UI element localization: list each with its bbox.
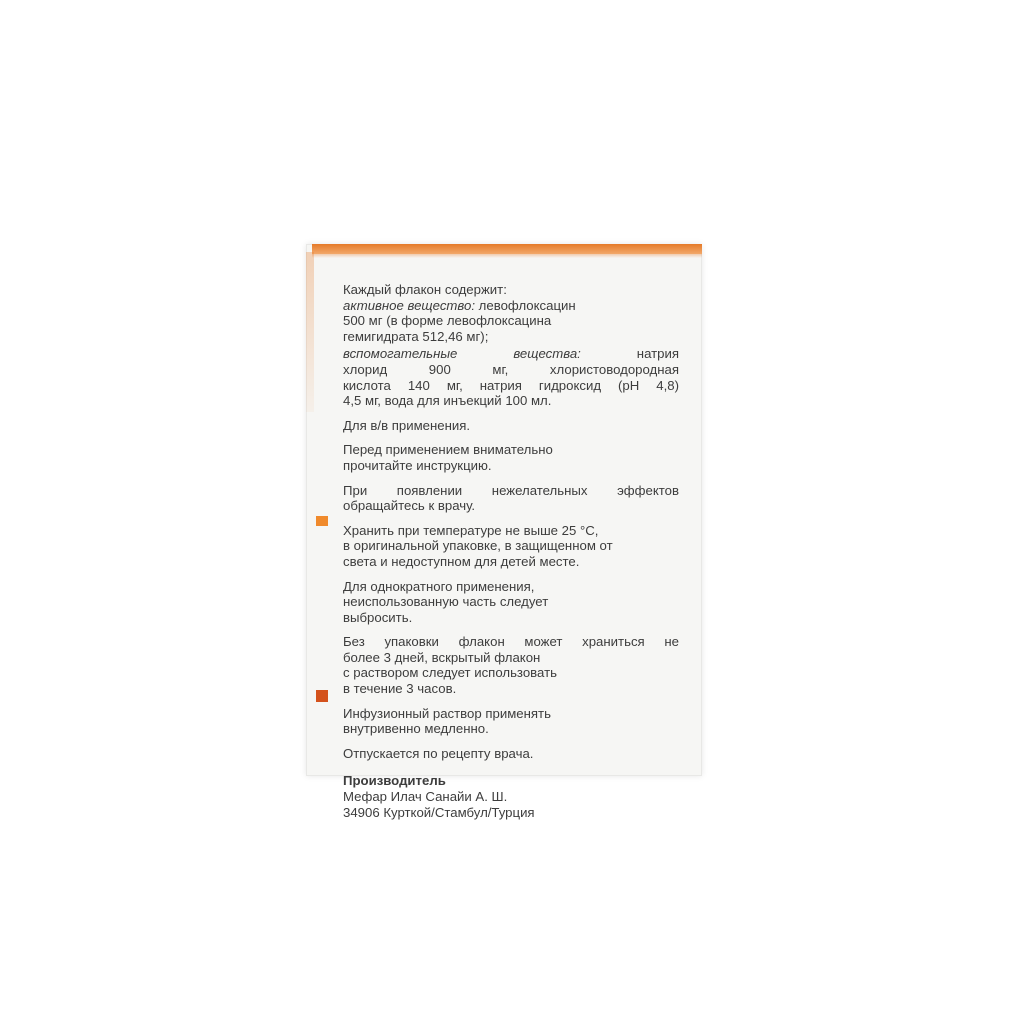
storage-line-2: в оригинальной упаковке, в защищенном от <box>343 538 613 554</box>
package-text <box>343 282 679 829</box>
manufacturer-heading: Производитель <box>343 773 446 789</box>
side-effects-block <box>343 483 679 514</box>
composition-block <box>343 282 679 344</box>
active-substance-dose: 500 мг (в форме левофлоксацина <box>343 313 552 329</box>
manufacturer-block <box>343 773 679 820</box>
storage-block <box>343 523 679 570</box>
infusion-line-1: Инфузионный раствор применять <box>343 705 551 721</box>
prescription-text: Отпускается по рецепту врача. <box>343 745 534 761</box>
single-use-line-2: неиспользованную часть следует <box>343 594 549 610</box>
storage-line-3: света и недоступном для детей месте. <box>343 553 580 569</box>
orange-marker <box>316 516 328 526</box>
excipients-first: натрия <box>580 346 679 362</box>
composition-lead: Каждый флакон содержит: <box>343 282 507 297</box>
read-instructions-line-1: Перед применением внимательно <box>343 442 553 458</box>
excipients-line-4: 4,5 мг, вода для инъекций 100 мл. <box>343 393 552 409</box>
without-package-line-4: в течение 3 часов. <box>343 681 457 697</box>
storage-line-1: Хранить при температуре не выше 25 °С, <box>343 522 599 538</box>
excipients-line-3: кислота 140 мг, натрия гидроксид (pH 4,8) <box>343 377 679 393</box>
single-use-line-1: Для однократного применения, <box>343 578 535 594</box>
excipients-block <box>343 346 679 408</box>
orange-edge-shade <box>306 252 314 412</box>
manufacturer-address: 34906 Курткой/Стамбул/Турция <box>343 804 535 820</box>
side-effects-line-1: При появлении нежелательных эффектов <box>343 482 679 498</box>
medicine-box-side-panel <box>306 244 702 820</box>
red-orange-marker <box>316 690 328 702</box>
active-substance-form: гемигидрата 512,46 мг); <box>343 328 489 344</box>
read-instructions-line-2: прочитайте инструкцию. <box>343 457 492 473</box>
excipients-line-1 <box>343 346 679 362</box>
excipients-line-2: хлорид 900 мг, хлористоводородная <box>343 361 679 377</box>
active-substance-name: левофлоксацин <box>475 297 576 313</box>
manufacturer-name: Мефар Илач Санайи А. Ш. <box>343 789 508 805</box>
orange-top-band <box>312 244 702 254</box>
infusion-line-2: внутривенно медленно. <box>343 721 489 737</box>
single-use-block <box>343 579 679 626</box>
infusion-block <box>343 706 679 737</box>
without-package-block <box>343 634 679 696</box>
without-package-line-2: более 3 дней, вскрытый флакон <box>343 649 541 665</box>
single-use-line-3: выбросить. <box>343 609 413 625</box>
active-substance-label: активное вещество: <box>343 297 476 313</box>
read-instructions-block <box>343 442 679 473</box>
active-substance-line <box>343 298 679 314</box>
without-package-line-3: с раствором следует использовать <box>343 665 557 681</box>
excipients-label: вспомогательные вещества: <box>343 346 581 362</box>
route-text: Для в/в применения. <box>343 417 471 433</box>
side-effects-line-2: обращайтесь к врачу. <box>343 498 476 514</box>
without-package-line-1: Без упаковки флакон может храниться не <box>343 634 679 650</box>
